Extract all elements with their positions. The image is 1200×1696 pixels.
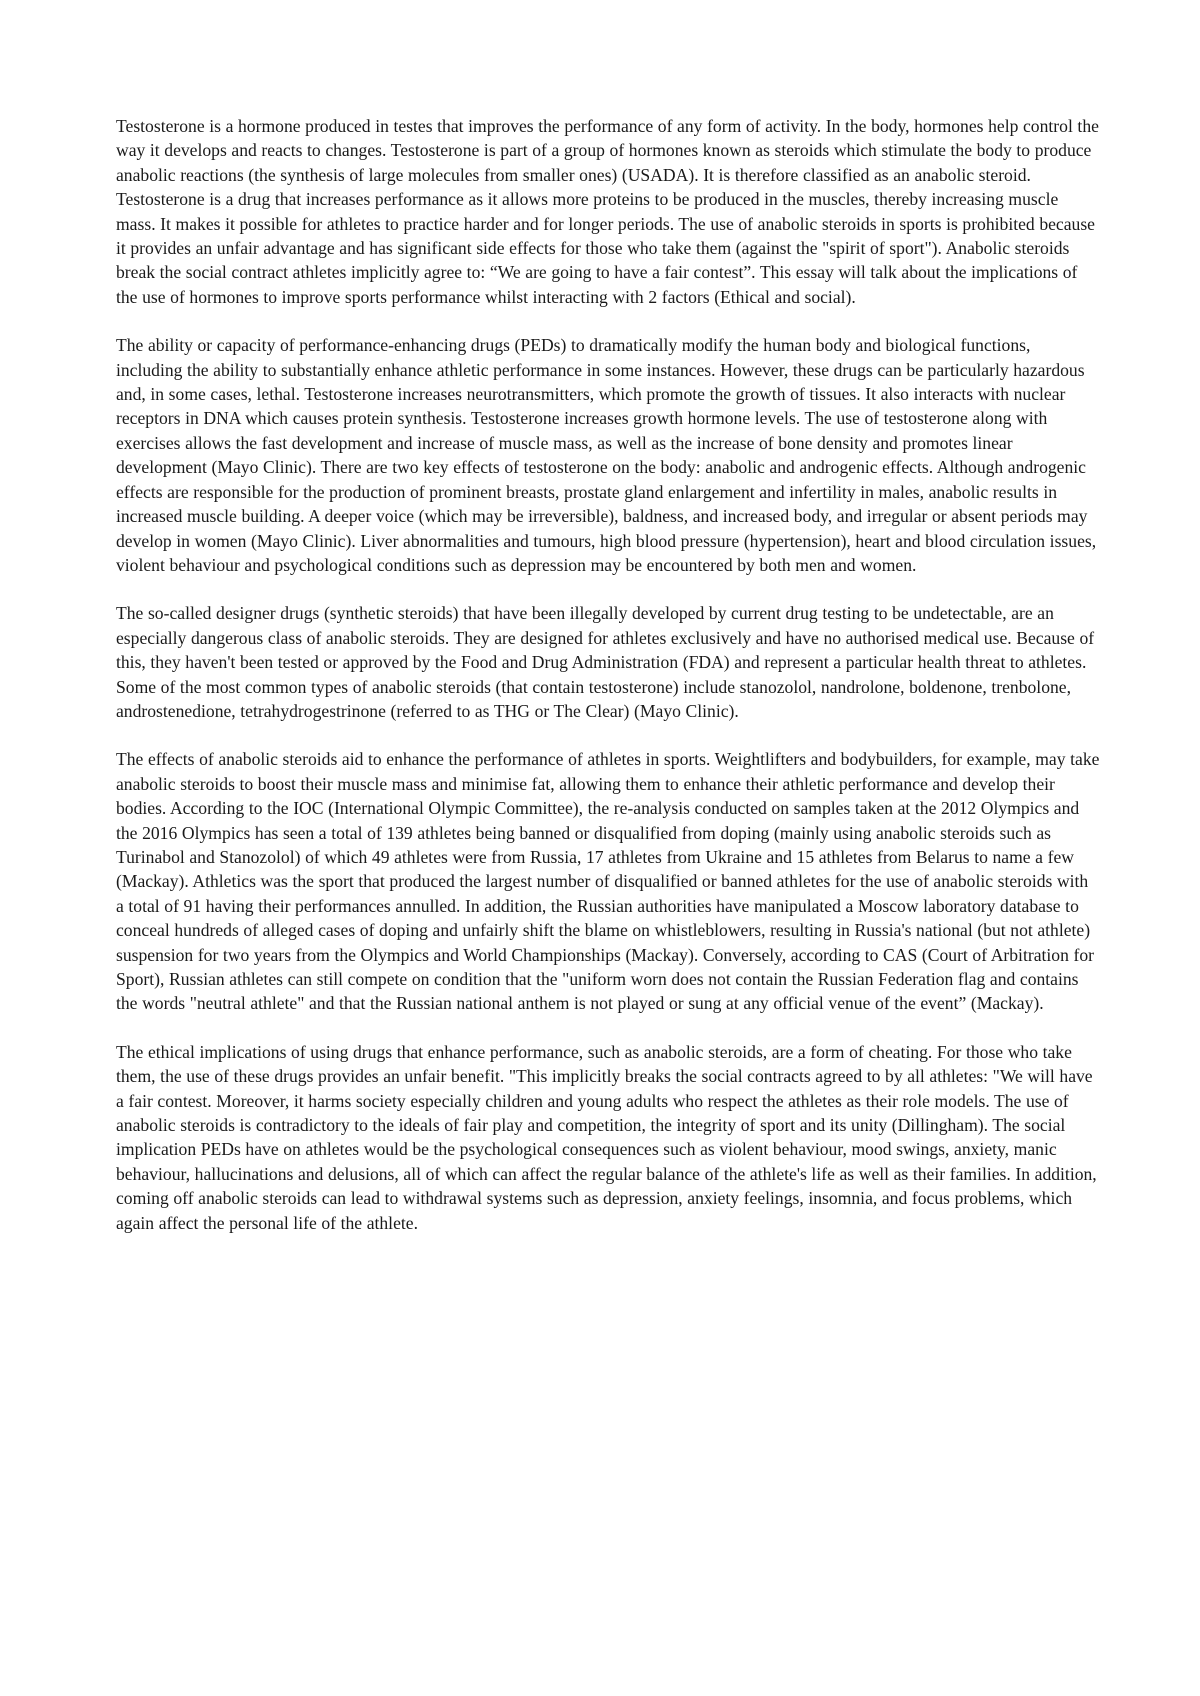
paragraph-4: The effects of anabolic steroids aid to enhance the performance of athletes in sports. Weightlifters and bodybuilders, for example, may take anabolic steroids to boost their muscle mass and minimise fat, allowing them to enhance their athletic performance and develop their bodies. According to the IOC (International Olympic Committee), the re-analysis conducted on samples taken at the 2012 Olympics and the 2016 Olympics has seen a total of 139 athletes being banned or disqualified from doping (mainly using anabolic steroids such as Turinabol and Stanozolol) of which 49 athletes were from Russia, 17 athletes from Ukraine and 15 athletes from Belarus to name a few (Mackay). Athletics was the sport that produced the largest number of disqualified or banned athletes for the use of anabolic steroids with a total of 91 having their performances annulled. In addition, the Russian authorities have manipulated a Moscow laboratory database to conceal hundreds of alleged cases of doping and unfairly shift the blame on whistleblowers, resulting in Russia's national (but not athlete) suspension for two years from the Olympics and World Championships (Mackay). Conversely, according to CAS (Court of Arbitration for Sport), Russian athletes can still compete on condition that the "uniform worn does not contain the Russian Federation flag and contains the words "neutral athlete" and that the Russian national anthem is not played or sung at any official venue of the event” (Mackay).: [116, 749, 1100, 1014]
paragraph-3: The so-called designer drugs (synthetic steroids) that have been illegally developed by current drug testing to be undetectable, are an especially dangerous class of anabolic steroids. They are designed for athletes exclusively and have no authorised medical use. Because of this, they haven't been tested or approved by the Food and Drug Administration (FDA) and represent a particular health threat to athletes. Some of the most common types of anabolic steroids (that contain testosterone) include stanozolol, nandrolone, boldenone, trenbolone, androstenedione, tetrahydrogestrinone (referred to as THG or The Clear) (Mayo Clinic).: [116, 603, 1095, 721]
paragraph-5: The ethical implications of using drugs that enhance performance, such as anabolic steroids, are a form of cheating. For those who take them, the use of these drugs provides an unfair benefit. "This implicitly breaks the social contracts agreed to by all athletes: "We will have a fair contest. Moreover, it harms society especially children and young adults who respect the athletes as their role models. The use of anabolic steroids is contradictory to the ideals of fair play and competition, the integrity of sport and its unity (Dillingham). The social implication PEDs have on athletes would be the psychological consequences such as violent behaviour, mood swings, anxiety, manic behaviour, hallucinations and delusions, all of which can affect the regular balance of the athlete's life as well as their families. In addition, coming off anabolic steroids can lead to withdrawal systems such as depression, anxiety feelings, insomnia, and focus problems, which again affect the personal life of the athlete.: [116, 1041, 1097, 1233]
essay-body: [116, 114, 1100, 1259]
paragraph-2: The ability or capacity of performance-enhancing drugs (PEDs) to dramatically modify the human body and biological functions, including the ability to substantially enhance athletic performance in some instances. However, these drugs can be particularly hazardous and, in some cases, lethal. Testosterone increases neurotransmitters, which promote the growth of tissues. It also interacts with nuclear receptors in DNA which causes protein synthesis. Testosterone increases growth hormone levels. The use of testosterone along with exercises allows the fast development and increase of muscle mass, as well as the increase of bone density and promotes linear development (Mayo Clinic). There are two key effects of testosterone on the body: anabolic and androgenic effects. Although androgenic effects are responsible for the production of prominent breasts, prostate gland enlargement and infertility in males, anabolic results in increased muscle building. A deeper voice (which may be irreversible), baldness, and increased body, and irregular or absent periods may develop in women (Mayo Clinic). Liver abnormalities and tumours, high blood pressure (hypertension), heart and blood circulation issues, violent behaviour and psychological conditions such as depression may be encountered by both men and women.: [116, 335, 1097, 575]
paragraph-1: Testosterone is a hormone produced in testes that improves the performance of any form of activity. In the body, hormones help control the way it develops and reacts to changes. Testosterone is part of a group of hormones known as steroids which stimulate the body to produce anabolic reactions (the synthesis of large molecules from smaller ones) (USADA). It is therefore classified as an anabolic steroid. Testosterone is a drug that increases performance as it allows more proteins to be produced in the muscles, thereby increasing muscle mass. It makes it possible for athletes to practice harder and for longer periods. The use of anabolic steroids in sports is prohibited because it provides an unfair advantage and has significant side effects for those who take them (against the "spirit of sport"). Anabolic steroids break the social contract athletes implicitly agree to: “We are going to have a fair contest”. This essay will talk about the implications of the use of hormones to improve sports performance whilst interacting with 2 factors (Ethical and social).: [116, 116, 1099, 307]
